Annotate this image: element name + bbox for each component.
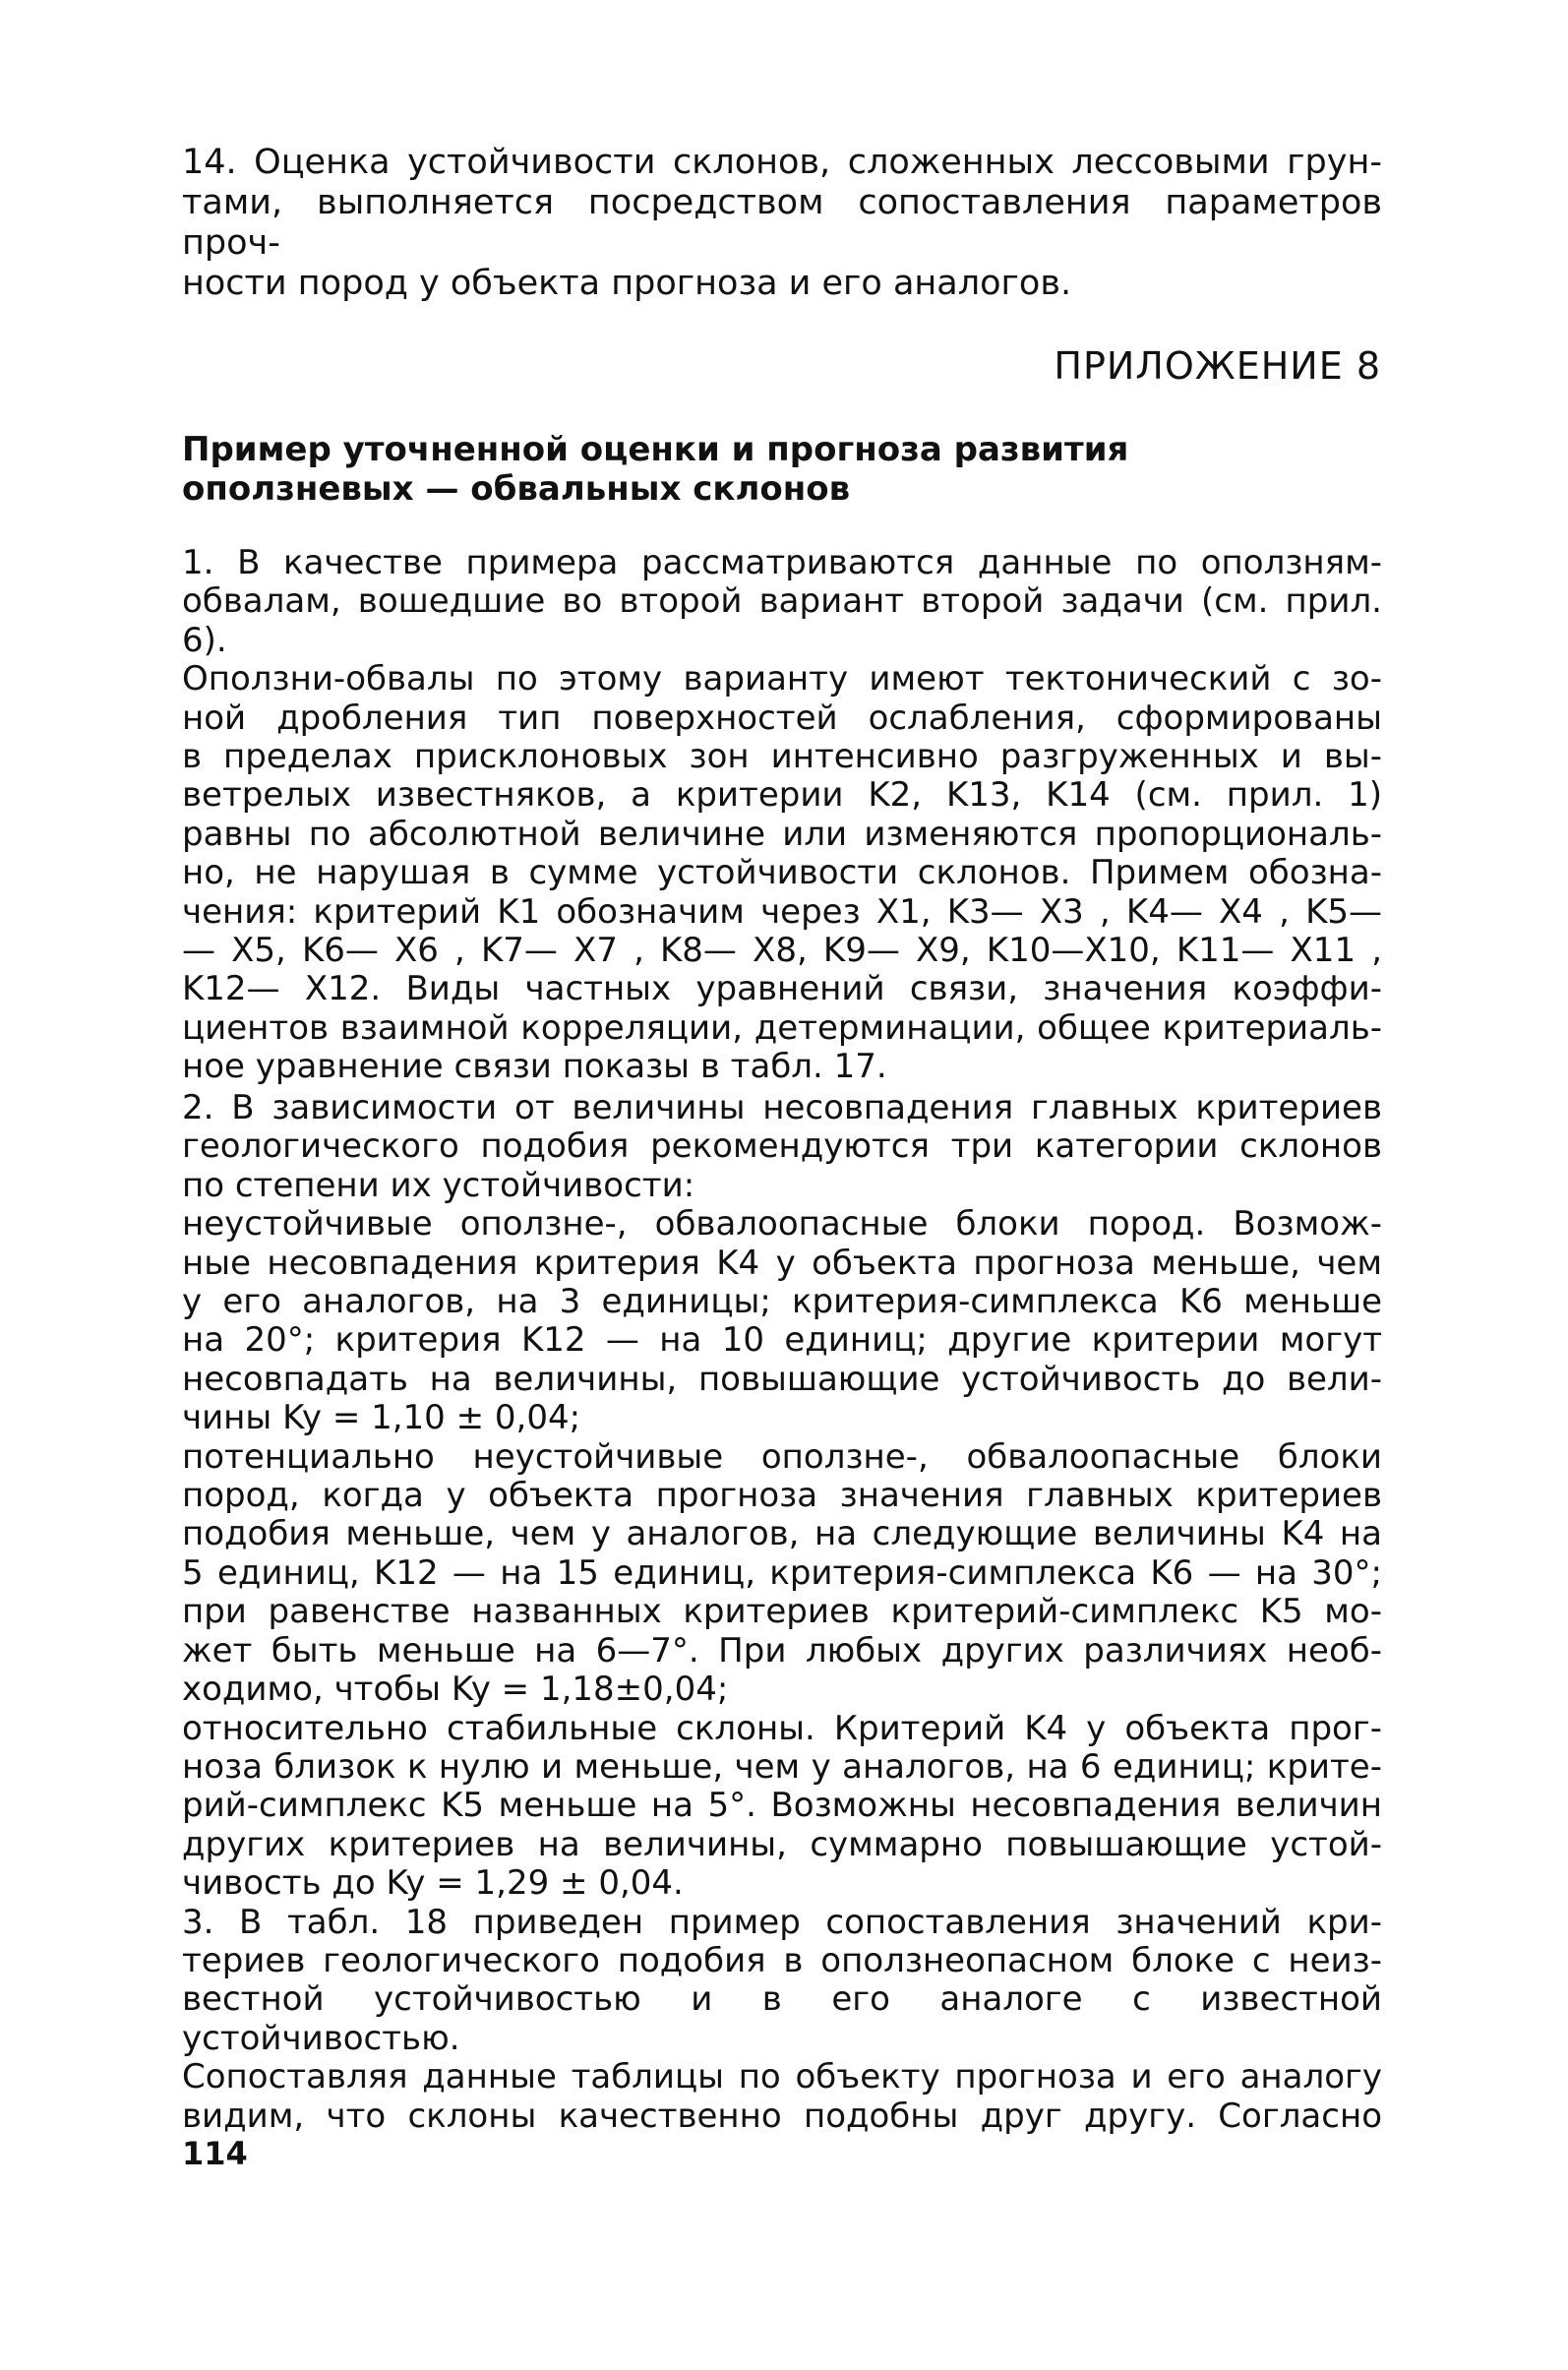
section-heading <box>182 430 1382 509</box>
text-line: но, не нарушая в сумме устойчивости склонов. Примем обозна- <box>182 853 1382 893</box>
text-line: 2. В зависимости от величины несовпадения главных критериев <box>182 1088 1382 1127</box>
paragraph-1 <box>182 544 1382 1087</box>
text-line: потенциально неустойчивые оползне-, обвалоопасные блоки <box>182 1436 1382 1477</box>
text-line: 5 единиц, K12 — на 15 единиц, критерия-симплекса K6 — на 30°; <box>182 1552 1382 1593</box>
text-line: видим, что склоны качественно подобны друг другу. Согласно <box>182 2096 1382 2136</box>
text-line: неустойчивые оползне-, обвалоопасные блоки пород. Возмож- <box>182 1204 1382 1245</box>
text-line: у его аналогов, на 3 единицы; критерия-симплекса K6 меньше <box>182 1282 1382 1322</box>
text-line: вестной устойчивостью и в его аналоге с известной устойчивостью. <box>182 1979 1382 2058</box>
text-line: 1. В качестве примера рассматриваются данные по оползням- <box>182 543 1382 582</box>
text-line: подобия меньше, чем у аналогов, на следующие величины K4 на <box>182 1514 1382 1554</box>
appendix-label: ПРИЛОЖЕНИЕ 8 <box>1054 344 1381 388</box>
text-line: чивость до Ky = 1,29 ± 0,04. <box>182 1863 684 1904</box>
text-line: ветрелых известняков, а критерии K2, K13, K14 (см. прил. 1) <box>182 775 1382 816</box>
text-line: обвалам, вошедшие во второй вариант второй задачи (см. прил. 6). <box>182 581 1382 660</box>
text-line: чины Ky = 1,10 ± 0,04; <box>182 1398 581 1438</box>
text-line: ходимо, чтобы Ky = 1,18±0,04; <box>182 1670 729 1710</box>
text-line: других критериев на величины, суммарно повышающие устой- <box>182 1824 1382 1864</box>
text-line: циентов взаимной корреляции, детерминации, общее критериаль- <box>182 1007 1382 1048</box>
text-line: тами, выполняется посредством сопоставления параметров проч- <box>182 183 1382 263</box>
text-line: относительно стабильные склоны. Критерий K4 у объекта прог- <box>182 1708 1382 1748</box>
text-line: Сопоставляя данные таблицы по объекту прогноза и его аналогу <box>182 2057 1382 2097</box>
text-line: чения: критерий K1 обозначим через X1, K3— X3 , K4— X4 , K5— <box>182 891 1382 932</box>
text-line: ные несовпадения критерия K4 у объекта прогноза меньше, чем <box>182 1243 1382 1283</box>
text-line: при равенстве названных критериев критерий-симплекс K5 мо- <box>182 1592 1382 1632</box>
paragraph-14 <box>182 143 1382 304</box>
text-line: K12— X12. Виды частных уравнений связи, значения коэффи- <box>182 969 1382 1009</box>
text-line: жет быть меньше на 6—7°. При любых других различиях необ- <box>182 1630 1382 1671</box>
text-line: пород, когда у объекта прогноза значения главных критериев <box>182 1476 1382 1516</box>
text-line: — X5, K6— X6 , K7— X7 , K8— X8, K9— X9, K10—X10, K11— X11 , <box>182 931 1382 971</box>
text-line: ное уравнение связи показы в табл. 17. <box>182 1047 887 1087</box>
text-line: рий-симплекс K5 меньше на 5°. Возможны несовпадения величин <box>182 1786 1382 1826</box>
text-line: ности пород у объекта прогноза и его аналогов. <box>182 264 1072 303</box>
text-line: на 20°; критерия K12 — на 10 единиц; другие критерии могут <box>182 1320 1382 1361</box>
text-line: ноза близок к нулю и меньше, чем у аналогов, на 6 единиц; крите- <box>182 1746 1382 1787</box>
page-number: 114 <box>182 2135 248 2172</box>
text-line: геологического подобия рекомендуются три категории склонов <box>182 1126 1382 1167</box>
text-line: Оползни-обвалы по этому варианту имеют тектонический с зо- <box>182 659 1382 699</box>
text-line: 3. В табл. 18 приведен пример сопоставления значений кри- <box>182 1902 1382 1942</box>
text-line: равны по абсолютной величине или изменяются пропорциональ- <box>182 814 1382 854</box>
text-line: в пределах присклоновых зон интенсивно разгруженных и вы- <box>182 737 1382 777</box>
text-line: териев геологического подобия в оползнеопасном блоке с неиз- <box>182 1940 1382 1980</box>
text-line: несовпадать на величины, повышающие устойчивость до вели- <box>182 1359 1382 1399</box>
text-line: по степени их устойчивости: <box>182 1165 695 1205</box>
text-line: ной дробления тип поверхностей ослабления, сформированы <box>182 698 1382 738</box>
paragraphs-2-3 <box>182 1089 1382 2136</box>
text-line: 14. Оценка устойчивости склонов, сложенных лессовыми грун- <box>182 143 1382 182</box>
heading-line: оползневых — обвальных склонов <box>182 469 851 509</box>
heading-line: Пример уточненной оценки и прогноза развития <box>182 430 1129 469</box>
